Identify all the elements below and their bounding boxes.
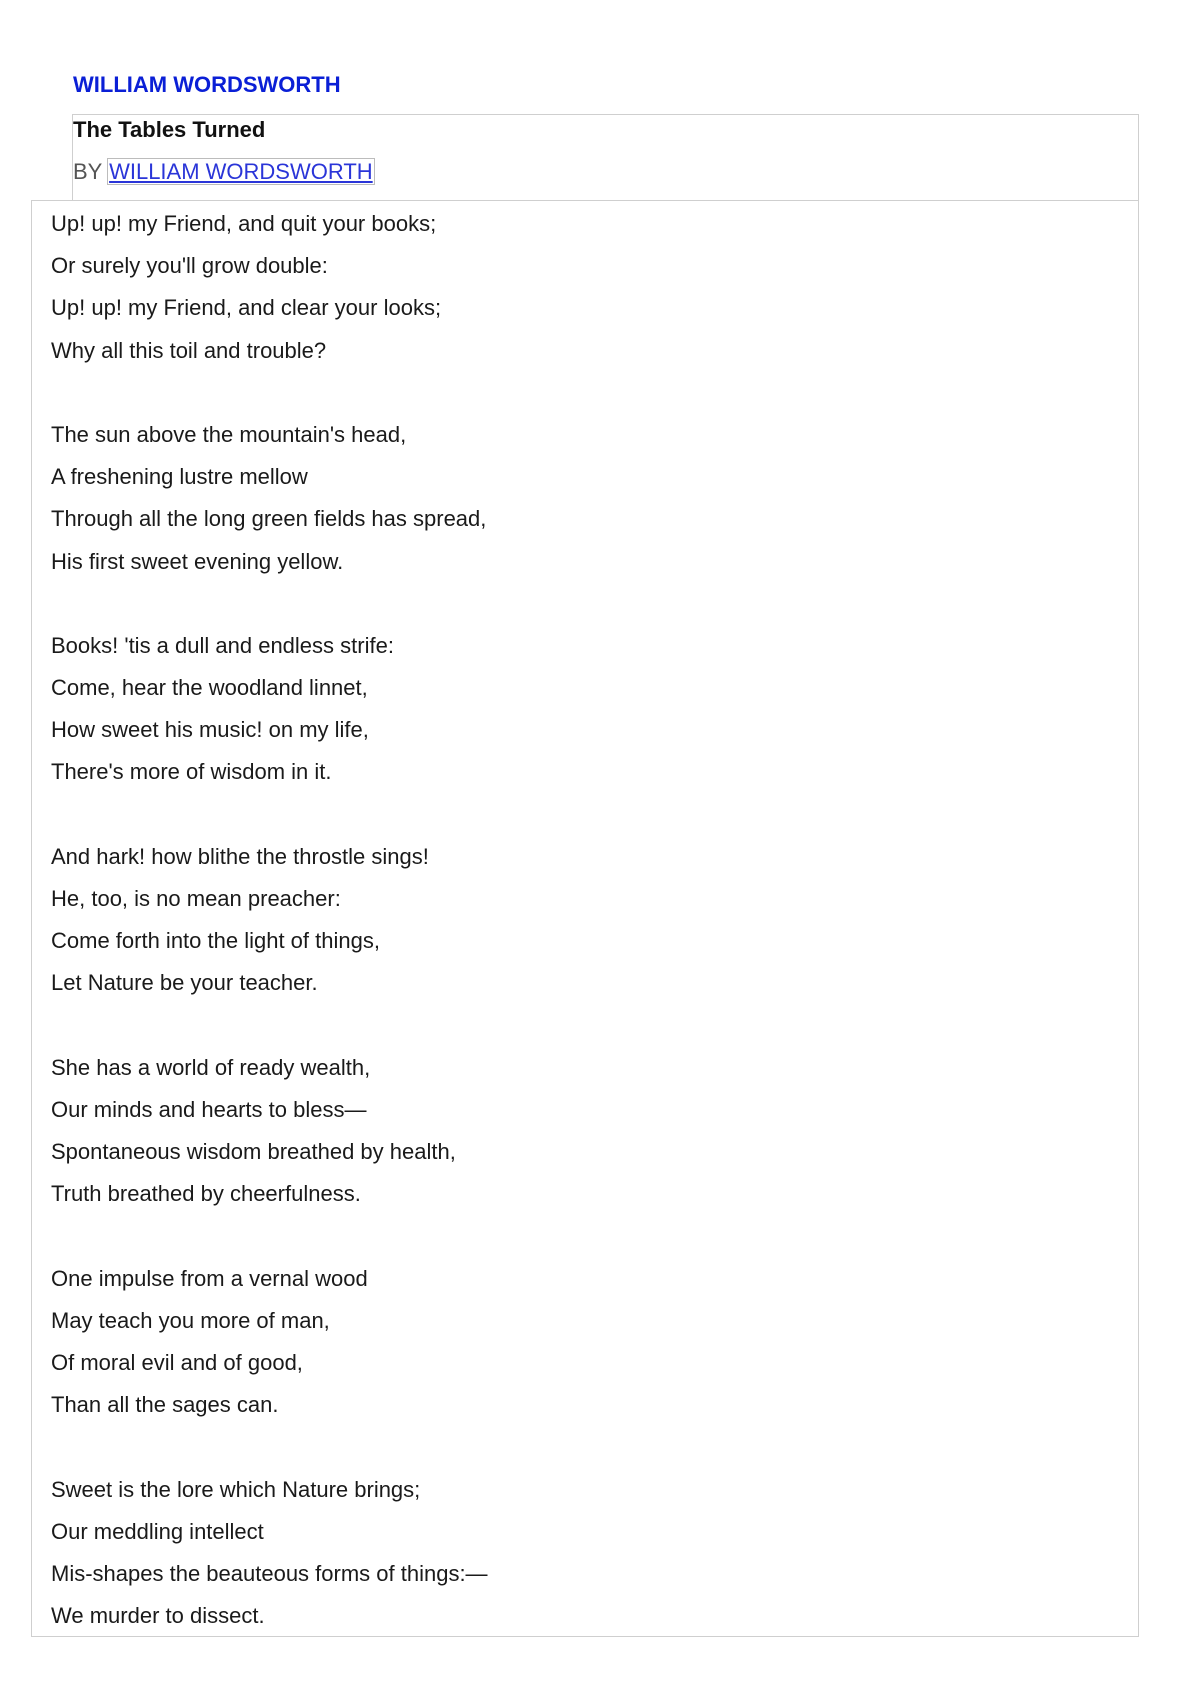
poem-body <box>51 203 1128 1637</box>
stanza-break <box>51 372 1128 414</box>
poem-line: Up! up! my Friend, and clear your looks; <box>51 295 442 321</box>
poem-line: The sun above the mountain's head, <box>51 421 407 447</box>
poem-line: Our minds and hearts to bless— <box>51 1096 367 1122</box>
poem-line: Our meddling intellect <box>51 1518 264 1544</box>
poem-title-block <box>72 114 1139 200</box>
poem-line: His first sweet evening yellow. <box>51 548 344 574</box>
author-link[interactable]: WILLIAM WORDSWORTH <box>109 159 373 184</box>
byline-prefix: BY <box>73 159 102 184</box>
poem-line: He, too, is no mean preacher: <box>51 886 341 911</box>
poem-line: May teach you more of man, <box>51 1307 330 1333</box>
poem-line: Up! up! my Friend, and quit your books; <box>51 211 437 236</box>
stanza-break <box>51 583 1128 625</box>
poem-line: One impulse from a vernal wood <box>51 1265 368 1291</box>
poem-line: We murder to dissect. <box>51 1603 265 1629</box>
poem-line: Sweet is the lore which Nature brings; <box>51 1476 421 1502</box>
poem-line: Come forth into the light of things, <box>51 928 380 954</box>
stanza-break <box>51 1216 1128 1258</box>
poem-line: Through all the long green fields has spread, <box>51 506 487 532</box>
poem-title: The Tables Turned <box>73 117 266 142</box>
stanza-break <box>51 1426 1128 1468</box>
poem-line: Why all this toil and trouble? <box>51 337 327 363</box>
poem-line: Or surely you'll grow double: <box>51 253 328 279</box>
poem-line: Truth breathed by cheerfulness. <box>51 1181 361 1207</box>
byline <box>73 157 374 187</box>
poem-line: Than all the sages can. <box>51 1392 279 1418</box>
poem-text-box <box>31 200 1139 1637</box>
poem-line: Books! 'tis a dull and endless strife: <box>51 632 394 658</box>
stanza-break <box>51 794 1128 836</box>
poem-line: Mis-shapes the beauteous forms of things:— <box>51 1561 488 1586</box>
poem-line: Come, hear the woodland linnet, <box>51 675 368 701</box>
stanza-break <box>51 1005 1128 1047</box>
poem-line: There's more of wisdom in it. <box>51 759 332 785</box>
poem-line: A freshening lustre mellow <box>51 464 308 490</box>
poem-line: Of moral evil and of good, <box>51 1350 303 1376</box>
poem-line: How sweet his music! on my life, <box>51 717 369 743</box>
poem-line: Spontaneous wisdom breathed by health, <box>51 1139 456 1165</box>
poem-line: And hark! how blithe the throstle sings! <box>51 843 429 869</box>
author-heading: WILLIAM WORDSWORTH <box>73 72 341 97</box>
poem-line: She has a world of ready wealth, <box>51 1054 371 1080</box>
poem-line: Let Nature be your teacher. <box>51 970 318 996</box>
